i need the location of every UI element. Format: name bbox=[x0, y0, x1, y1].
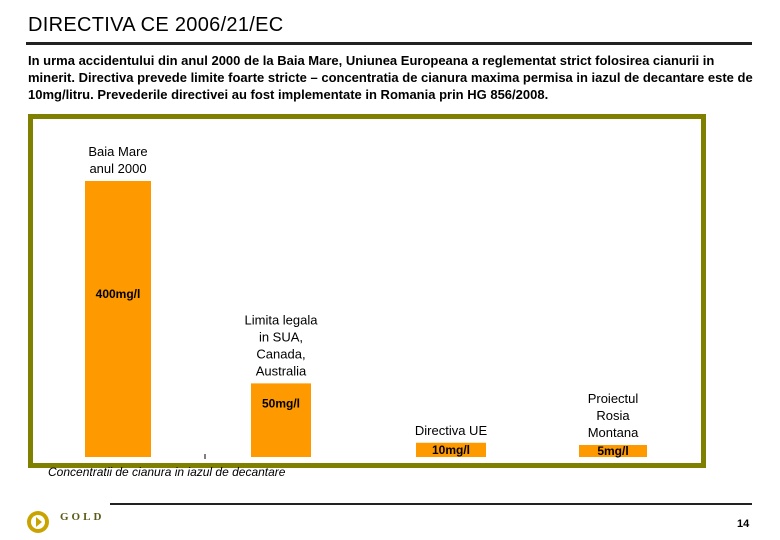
page-number: 14 bbox=[737, 518, 750, 530]
data-label: 50mg/l bbox=[261, 396, 301, 411]
category-label: Proiectul bbox=[587, 391, 639, 406]
category-label: Rosia bbox=[596, 408, 630, 423]
category-label: Montana bbox=[587, 425, 639, 440]
bar-chart bbox=[33, 119, 701, 463]
data-label: 10mg/l bbox=[431, 442, 471, 457]
data-label: 400mg/l bbox=[95, 287, 141, 301]
category-label: Limita legala bbox=[244, 312, 318, 328]
category-label: Australia bbox=[255, 363, 307, 379]
chart-frame bbox=[28, 114, 706, 468]
logo-text: GOLD bbox=[60, 511, 105, 523]
category-label: in SUA, bbox=[258, 329, 304, 345]
data-label: 5mg/l bbox=[597, 444, 629, 458]
slide-title: DIRECTIVA CE 2006/21/EC bbox=[28, 14, 284, 36]
title-divider bbox=[26, 42, 752, 45]
category-label: Baia Mare bbox=[88, 144, 148, 159]
chart-caption: Concentratii de cianura in iazul de decantare bbox=[48, 465, 286, 479]
intro-paragraph: In urma accidentului din anul 2000 de la Baia Mare, Uniunea Europeana a reglementat strict folosirea cianurii in minerit. Directiva prevede limite foarte stricte – concentratia de cianura maxima permisa in iazul de decantare este de 10mg/litru. Prevederile directivei au fost implementate in Romania prin HG 856/2008. bbox=[28, 53, 753, 102]
bar bbox=[85, 181, 151, 457]
bar bbox=[251, 383, 311, 457]
footer-divider bbox=[110, 503, 752, 505]
category-label: Directiva UE bbox=[414, 422, 488, 438]
category-label: anul 2000 bbox=[89, 161, 147, 176]
category-label: Canada, bbox=[256, 346, 306, 362]
